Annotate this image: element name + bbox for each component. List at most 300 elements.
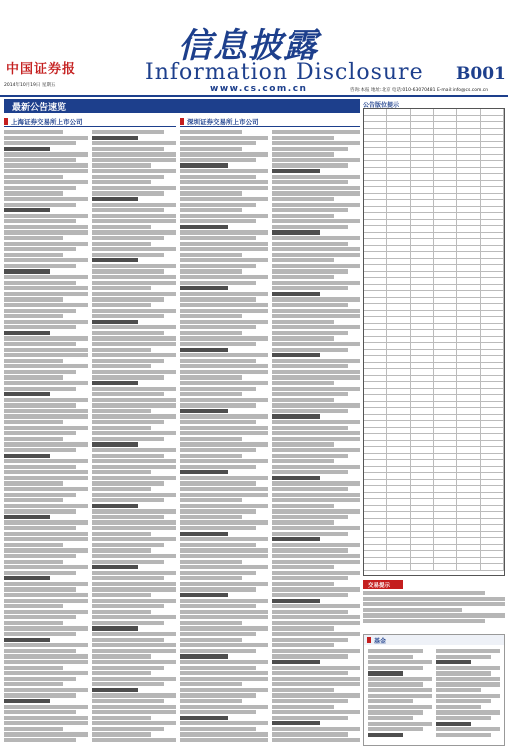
text-line [436,666,500,670]
index-cell [387,200,410,206]
text-line [4,208,50,212]
text-line [4,493,76,497]
index-cell [434,558,457,564]
text-line [180,230,268,234]
text-line [92,208,164,212]
text-line [272,253,360,257]
index-row [364,564,504,571]
index-cell [481,447,504,453]
text-line [4,253,63,257]
index-cell [387,538,410,544]
text-line [180,141,256,145]
text-line [92,381,138,385]
index-cell [387,519,410,525]
text-line [4,409,88,413]
index-cell [481,116,504,122]
index-cell [481,330,504,336]
index-cell [481,109,504,115]
index-cell [457,298,480,304]
index-cell [457,512,480,518]
index-cell [434,460,457,466]
text-line [92,236,164,240]
index-cell [364,447,387,453]
text-line [272,638,348,642]
index-cell [434,142,457,148]
index-cell [411,272,434,278]
text-line [180,610,268,614]
text-line [272,732,348,736]
index-cell [364,460,387,466]
text-line [180,130,242,134]
index-cell [411,278,434,284]
index-cell [481,493,504,499]
index-cell [387,298,410,304]
text-line [272,705,334,709]
text-line [368,733,403,737]
text-line [180,398,268,402]
text-line [436,688,481,692]
text-line [92,481,164,485]
text-line [180,571,256,575]
text-line [92,180,151,184]
text-line [180,576,242,580]
index-cell [434,181,457,187]
index-cell [481,434,504,440]
index-cell [481,174,504,180]
index-cell [434,213,457,219]
text-line [92,175,164,179]
text-line [272,437,360,441]
text-line [180,258,268,262]
text-line [4,626,88,630]
text-line [272,660,320,664]
index-cell [411,330,434,336]
index-cell [411,525,434,531]
text-line [92,677,176,681]
index-cell [434,499,457,505]
index-cell [481,129,504,135]
index-cell [364,441,387,447]
text-line [272,459,334,463]
text-line [92,230,176,234]
index-cell [457,311,480,317]
text-line [4,359,63,363]
index-cell [411,369,434,375]
index-cell [434,220,457,226]
index-cell [434,356,457,362]
text-line [272,275,334,279]
text-line [92,537,176,541]
index-cell [387,207,410,213]
text-line [4,336,88,340]
text-line [272,163,348,167]
text-line [92,242,151,246]
text-line [4,186,76,190]
text-line [180,688,268,692]
text-line [180,599,268,603]
text-line [92,197,138,201]
index-cell [434,402,457,408]
text-line [4,342,76,346]
text-line [436,699,491,703]
index-cell [411,395,434,401]
text-line [180,381,268,385]
text-line [92,281,176,285]
index-cell [434,155,457,161]
text-line [92,398,176,402]
text-line [180,409,228,413]
text-line [92,214,176,218]
text-line [272,214,334,218]
text-line [180,621,242,625]
text-line [92,431,176,435]
text-line [4,732,88,736]
text-line [180,163,228,167]
text-line [180,264,256,268]
text-line [368,649,423,653]
index-cell [457,252,480,258]
text-line [4,509,76,513]
text-line [180,269,242,273]
index-cell [457,415,480,421]
text-line [436,716,491,720]
text-line [4,481,63,485]
index-cell [457,434,480,440]
text-line [4,649,76,653]
index-cell [434,421,457,427]
text-line [436,727,500,731]
text-line [4,197,88,201]
index-cell [411,161,434,167]
index-cell [387,525,410,531]
text-column-4 [272,130,360,744]
index-cell [481,252,504,258]
index-cell [387,532,410,538]
text-line [180,493,268,497]
index-cell [481,564,504,570]
index-cell [387,356,410,362]
index-cell [364,532,387,538]
text-line [180,504,268,508]
index-cell [434,291,457,297]
index-cell [457,480,480,486]
text-line [180,716,228,720]
text-line [92,342,176,346]
website-link[interactable]: www.cs.com.cn [210,84,308,94]
text-line [92,504,138,508]
text-line [92,163,151,167]
text-line [272,320,334,324]
index-cell [387,363,410,369]
text-line [4,130,63,134]
text-line [180,498,242,502]
index-cell [457,460,480,466]
index-cell [457,551,480,557]
index-cell [411,324,434,330]
index-cell [364,324,387,330]
index-cell [457,265,480,271]
text-line [4,610,88,614]
index-cell [411,298,434,304]
text-line [4,303,88,307]
text-line [368,716,413,720]
newspaper-logo: 中国证券报 [6,62,77,77]
index-cell [411,551,434,557]
text-line [180,208,242,212]
text-line [4,442,88,446]
index-cell [364,363,387,369]
index-cell [411,246,434,252]
text-line [92,498,164,502]
text-line [4,426,88,430]
text-line [272,286,348,290]
trading-notice-label: 交易提示 [368,583,391,589]
text-line [436,655,491,659]
text-line [272,208,348,212]
index-cell [434,135,457,141]
index-cell [481,181,504,187]
text-line [272,688,334,692]
text-column-3 [180,130,268,744]
index-cell [457,382,480,388]
index-cell [411,252,434,258]
index-cell [411,376,434,382]
index-cell [434,252,457,258]
text-line [92,671,151,675]
text-line [4,738,76,742]
index-cell [364,272,387,278]
index-cell [364,558,387,564]
text-line [180,437,242,441]
index-cell [434,174,457,180]
text-line [4,147,50,151]
text-line [180,197,268,201]
text-line [272,666,360,670]
index-cell [411,454,434,460]
text-line [4,236,63,240]
index-cell [364,259,387,265]
text-line [92,693,176,697]
text-line [180,666,256,670]
text-line [272,152,334,156]
text-line [4,699,50,703]
index-cell [364,200,387,206]
index-cell [434,389,457,395]
index-cell [411,415,434,421]
text-line [180,699,242,703]
text-line [92,638,164,642]
text-line [92,554,176,558]
section-title-shenzhen: 深圳证券交易所上市公司 [187,118,259,126]
text-line [92,152,176,156]
text-line [92,258,138,262]
text-line [92,409,151,413]
text-line [272,515,348,519]
index-cell [481,200,504,206]
index-cell [387,343,410,349]
text-line [272,699,348,703]
index-cell [481,187,504,193]
index-cell [434,233,457,239]
text-line [4,465,76,469]
trading-notice-tag [363,580,403,589]
index-cell [411,337,434,343]
index-cell [434,122,457,128]
index-cell [364,454,387,460]
text-line [180,526,256,530]
index-cell [481,532,504,538]
text-line [180,169,268,173]
index-cell [364,317,387,323]
index-cell [387,213,410,219]
text-line [180,219,256,223]
text-line [272,269,348,273]
index-cell [481,207,504,213]
index-cell [364,304,387,310]
text-line [92,348,151,352]
text-line [92,225,151,229]
index-cell [387,265,410,271]
text-line [272,348,348,352]
text-line [4,230,88,234]
index-cell [364,161,387,167]
index-cell [434,259,457,265]
text-line [92,392,164,396]
text-line [272,375,360,379]
text-line [180,682,242,686]
index-cell [411,109,434,115]
text-line [180,476,268,480]
index-cell [457,428,480,434]
text-line [272,175,360,179]
text-line [180,203,256,207]
text-line [92,169,176,173]
index-cell [457,272,480,278]
index-cell [457,259,480,265]
index-cell [481,369,504,375]
index-cell [457,129,480,135]
text-line [180,638,242,642]
text-line [4,258,88,262]
index-cell [411,181,434,187]
index-cell [387,187,410,193]
text-line [272,325,360,329]
text-line [272,169,320,173]
dateline: 2014年10月19日 星期五 [4,83,56,88]
index-cell [364,480,387,486]
text-line [4,515,50,519]
index-cell [411,350,434,356]
index-cell [387,226,410,232]
index-cell [481,246,504,252]
text-line [92,130,164,134]
text-line [272,392,348,396]
index-cell [411,363,434,369]
index-cell [481,122,504,128]
index-cell [481,337,504,343]
index-cell [364,213,387,219]
text-line [4,693,76,697]
index-cell [481,291,504,297]
text-line [4,370,76,374]
index-cell [364,168,387,174]
text-line [363,591,485,595]
text-line [272,264,360,268]
section-marker-icon [4,118,8,125]
text-line [272,403,360,407]
text-line [368,694,432,698]
latest-announcements-banner [4,99,360,113]
text-line [4,286,88,290]
index-cell [457,473,480,479]
index-cell [481,298,504,304]
text-line [272,398,334,402]
index-cell [481,213,504,219]
index-cell [411,213,434,219]
text-line [272,225,348,229]
index-cell [364,421,387,427]
text-line [180,158,256,162]
text-line [4,387,76,391]
text-line [436,682,500,686]
index-cell [457,558,480,564]
index-cell [434,116,457,122]
index-cell [411,343,434,349]
text-line [180,604,256,608]
index-cell [481,285,504,291]
index-cell [481,304,504,310]
index-cell [387,246,410,252]
text-line [92,147,164,151]
text-line [92,286,151,290]
text-line [180,136,268,140]
text-line [4,152,88,156]
index-cell [481,421,504,427]
index-cell [457,324,480,330]
text-line [180,554,268,558]
text-line [92,292,176,296]
text-line [92,571,176,575]
index-cell [364,265,387,271]
index-cell [457,233,480,239]
index-cell [481,363,504,369]
index-cell [434,467,457,473]
text-line [180,152,268,156]
index-cell [364,382,387,388]
text-line [92,593,151,597]
text-line [4,721,88,725]
text-line [4,180,88,184]
text-line [92,387,176,391]
index-cell [364,512,387,518]
index-cell [457,200,480,206]
index-cell [457,467,480,473]
index-cell [434,473,457,479]
index-cell [411,142,434,148]
text-line [272,130,360,134]
index-cell [411,291,434,297]
text-line [4,348,88,352]
index-cell [411,434,434,440]
text-line [180,392,242,396]
index-cell [434,304,457,310]
index-cell [481,168,504,174]
index-cell [481,226,504,232]
index-cell [387,447,410,453]
index-cell [387,402,410,408]
text-line [436,722,471,726]
text-line [92,141,176,145]
